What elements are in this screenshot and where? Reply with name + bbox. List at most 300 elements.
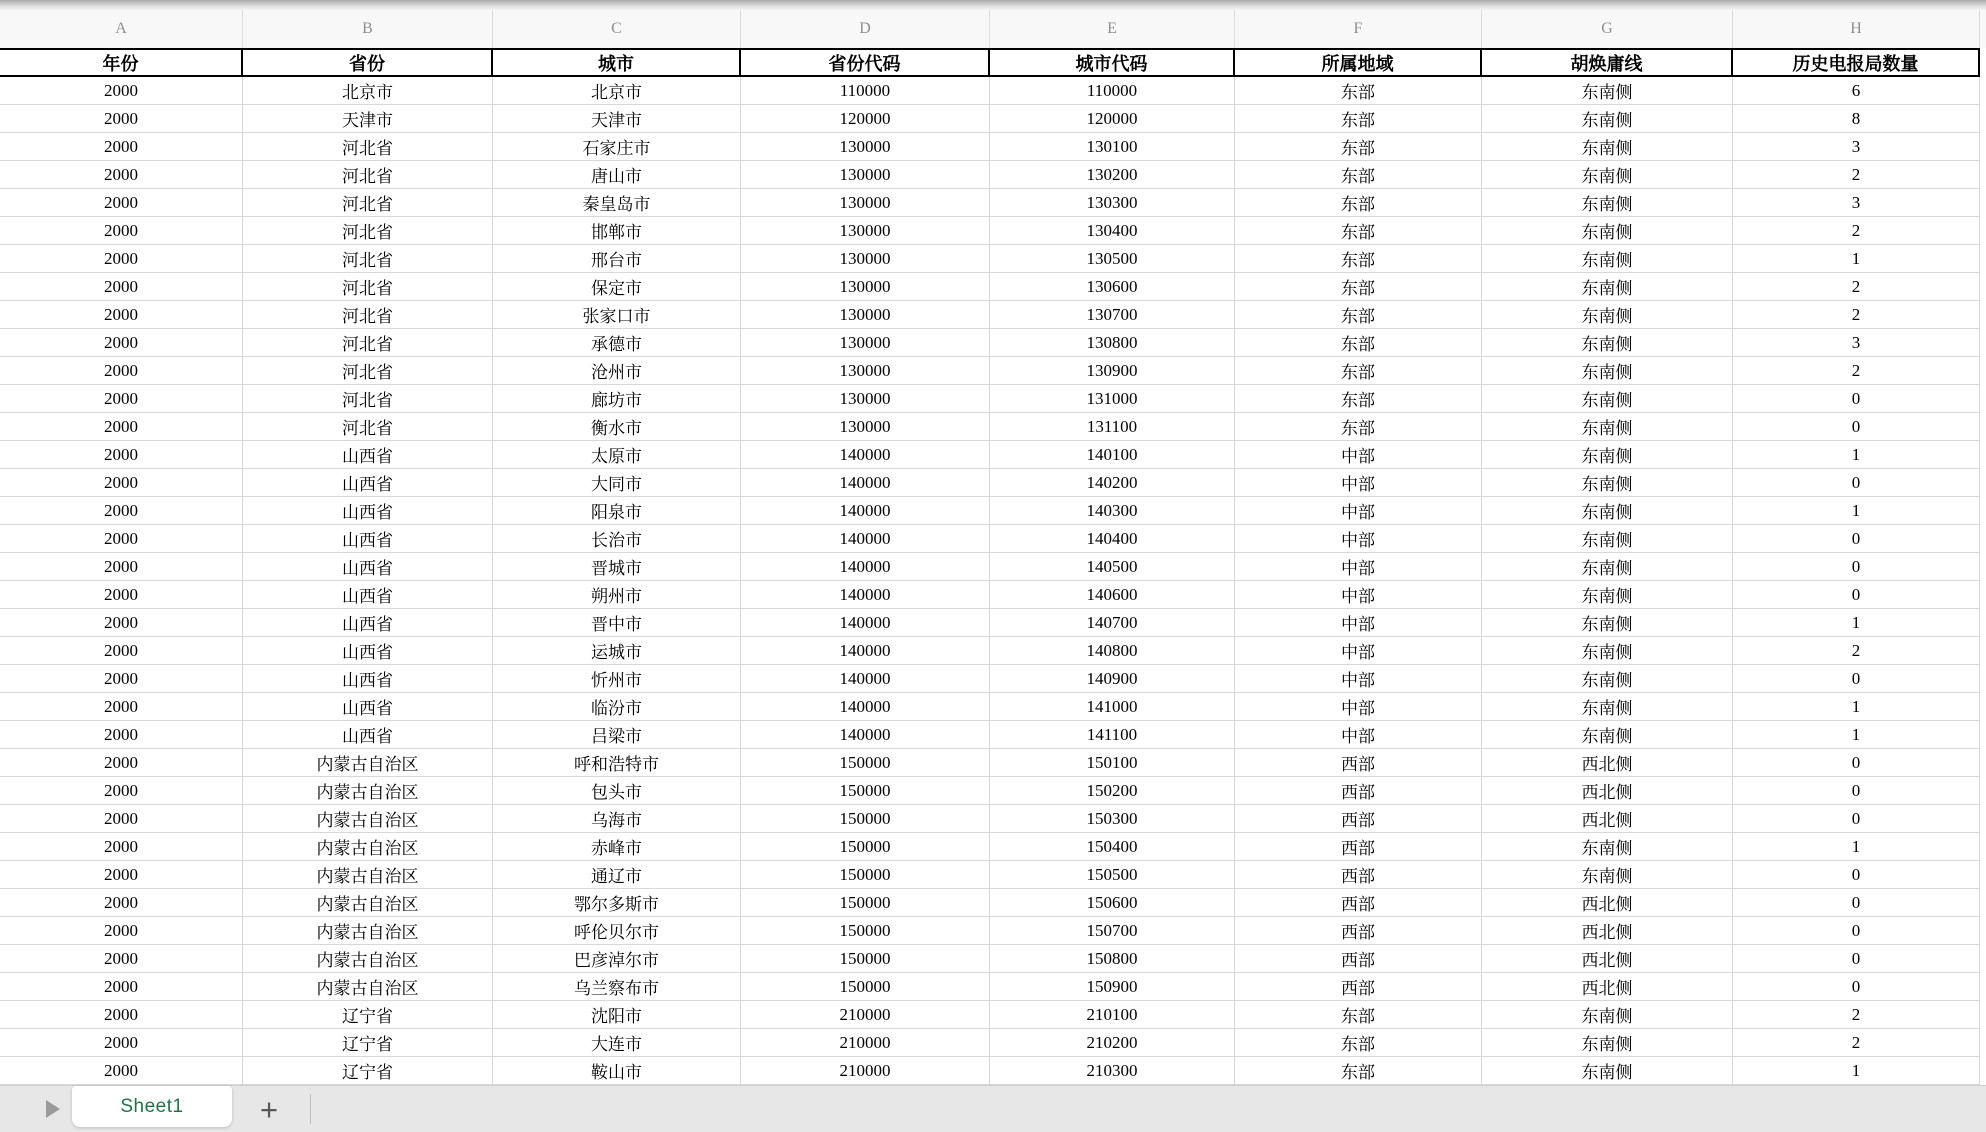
cell[interactable]: 3 — [1733, 189, 1980, 217]
cell[interactable]: 西北侧 — [1482, 805, 1733, 833]
cell[interactable]: 乌海市 — [493, 805, 741, 833]
cell[interactable]: 东部 — [1235, 273, 1482, 301]
cell[interactable]: 河北省 — [243, 357, 493, 385]
header-cell[interactable]: 所属地域 — [1235, 50, 1482, 76]
cell[interactable]: 140000 — [741, 693, 990, 721]
cell[interactable]: 2 — [1733, 161, 1980, 189]
cell[interactable]: 0 — [1733, 749, 1980, 777]
cell[interactable]: 210000 — [741, 1001, 990, 1029]
cell[interactable]: 东南侧 — [1482, 1029, 1733, 1057]
cell[interactable]: 东南侧 — [1482, 637, 1733, 665]
cell[interactable]: 2000 — [0, 217, 243, 245]
cell[interactable]: 130000 — [741, 189, 990, 217]
cell[interactable]: 东南侧 — [1482, 273, 1733, 301]
cell[interactable]: 150000 — [741, 917, 990, 945]
cell[interactable]: 河北省 — [243, 217, 493, 245]
cell[interactable]: 2000 — [0, 105, 243, 133]
cell[interactable]: 西部 — [1235, 805, 1482, 833]
cell[interactable]: 130000 — [741, 301, 990, 329]
cell[interactable]: 130700 — [990, 301, 1235, 329]
cell[interactable]: 1 — [1733, 693, 1980, 721]
cell[interactable]: 130000 — [741, 217, 990, 245]
cell[interactable]: 内蒙古自治区 — [243, 861, 493, 889]
cell[interactable]: 东部 — [1235, 77, 1482, 105]
cell[interactable]: 东南侧 — [1482, 357, 1733, 385]
cell[interactable]: 邢台市 — [493, 245, 741, 273]
cell[interactable]: 130900 — [990, 357, 1235, 385]
column-header-d[interactable]: D — [741, 10, 990, 48]
cell[interactable]: 1 — [1733, 245, 1980, 273]
cell[interactable]: 140500 — [990, 553, 1235, 581]
cell[interactable]: 150000 — [741, 861, 990, 889]
cell[interactable]: 150000 — [741, 945, 990, 973]
cell[interactable]: 河北省 — [243, 245, 493, 273]
cell[interactable]: 110000 — [741, 77, 990, 105]
cell[interactable]: 140000 — [741, 721, 990, 749]
cell[interactable]: 晋中市 — [493, 609, 741, 637]
cell[interactable]: 内蒙古自治区 — [243, 833, 493, 861]
cell[interactable]: 通辽市 — [493, 861, 741, 889]
cell[interactable]: 晋城市 — [493, 553, 741, 581]
cell[interactable]: 河北省 — [243, 273, 493, 301]
cell[interactable]: 0 — [1733, 385, 1980, 413]
cell[interactable]: 西北侧 — [1482, 973, 1733, 1001]
cell[interactable]: 中部 — [1235, 665, 1482, 693]
cell[interactable]: 东部 — [1235, 357, 1482, 385]
cell[interactable]: 山西省 — [243, 665, 493, 693]
cell[interactable]: 2000 — [0, 245, 243, 273]
cell[interactable]: 邯郸市 — [493, 217, 741, 245]
cell[interactable]: 210300 — [990, 1057, 1235, 1085]
cell[interactable]: 2000 — [0, 273, 243, 301]
cell[interactable]: 150000 — [741, 777, 990, 805]
cell[interactable]: 长治市 — [493, 525, 741, 553]
cell[interactable]: 吕梁市 — [493, 721, 741, 749]
cell[interactable]: 西部 — [1235, 945, 1482, 973]
cell[interactable]: 廊坊市 — [493, 385, 741, 413]
cell[interactable]: 0 — [1733, 973, 1980, 1001]
cell[interactable]: 150300 — [990, 805, 1235, 833]
cell[interactable]: 河北省 — [243, 385, 493, 413]
cell[interactable]: 120000 — [741, 105, 990, 133]
cell[interactable]: 130000 — [741, 413, 990, 441]
cell[interactable]: 130000 — [741, 385, 990, 413]
cell[interactable]: 2000 — [0, 973, 243, 1001]
cell[interactable]: 河北省 — [243, 161, 493, 189]
cell[interactable]: 东南侧 — [1482, 77, 1733, 105]
cell[interactable]: 140000 — [741, 609, 990, 637]
cell[interactable]: 内蒙古自治区 — [243, 749, 493, 777]
cell[interactable]: 2000 — [0, 721, 243, 749]
cell[interactable]: 130000 — [741, 273, 990, 301]
cell[interactable]: 130000 — [741, 329, 990, 357]
cell[interactable]: 1 — [1733, 497, 1980, 525]
cell[interactable]: 150200 — [990, 777, 1235, 805]
cell[interactable]: 山西省 — [243, 525, 493, 553]
cell[interactable]: 保定市 — [493, 273, 741, 301]
cell[interactable]: 大同市 — [493, 469, 741, 497]
cell[interactable]: 沧州市 — [493, 357, 741, 385]
cell[interactable]: 西北侧 — [1482, 945, 1733, 973]
cell[interactable]: 150000 — [741, 833, 990, 861]
cell[interactable]: 2000 — [0, 189, 243, 217]
cell[interactable]: 0 — [1733, 777, 1980, 805]
cell[interactable]: 130500 — [990, 245, 1235, 273]
cell[interactable]: 2000 — [0, 357, 243, 385]
cell[interactable]: 河北省 — [243, 329, 493, 357]
cell[interactable]: 2000 — [0, 1029, 243, 1057]
cell[interactable]: 0 — [1733, 525, 1980, 553]
cell[interactable]: 0 — [1733, 469, 1980, 497]
cell[interactable]: 130100 — [990, 133, 1235, 161]
cell[interactable]: 6 — [1733, 77, 1980, 105]
cell[interactable]: 150500 — [990, 861, 1235, 889]
cell[interactable]: 140800 — [990, 637, 1235, 665]
cell[interactable]: 0 — [1733, 805, 1980, 833]
cell[interactable]: 150000 — [741, 749, 990, 777]
add-sheet-button[interactable]: + — [259, 1091, 279, 1127]
cell[interactable]: 内蒙古自治区 — [243, 805, 493, 833]
cell[interactable]: 东南侧 — [1482, 105, 1733, 133]
column-header-f[interactable]: F — [1235, 10, 1482, 48]
cell[interactable]: 中部 — [1235, 609, 1482, 637]
cell[interactable]: 140600 — [990, 581, 1235, 609]
cell[interactable]: 0 — [1733, 889, 1980, 917]
cell[interactable]: 150400 — [990, 833, 1235, 861]
cell[interactable]: 130300 — [990, 189, 1235, 217]
cell[interactable]: 2000 — [0, 917, 243, 945]
cell[interactable]: 东部 — [1235, 245, 1482, 273]
column-header-e[interactable]: E — [990, 10, 1235, 48]
cell[interactable]: 东南侧 — [1482, 833, 1733, 861]
cell[interactable]: 130200 — [990, 161, 1235, 189]
cell[interactable]: 临汾市 — [493, 693, 741, 721]
cell[interactable]: 东南侧 — [1482, 693, 1733, 721]
cell[interactable]: 2000 — [0, 469, 243, 497]
cell[interactable]: 0 — [1733, 917, 1980, 945]
cell[interactable]: 赤峰市 — [493, 833, 741, 861]
cell[interactable]: 东部 — [1235, 105, 1482, 133]
cell[interactable]: 东南侧 — [1482, 469, 1733, 497]
cell[interactable]: 辽宁省 — [243, 1001, 493, 1029]
cell[interactable]: 大连市 — [493, 1029, 741, 1057]
cell[interactable]: 西北侧 — [1482, 889, 1733, 917]
cell[interactable]: 2000 — [0, 301, 243, 329]
cell[interactable]: 天津市 — [243, 105, 493, 133]
cell[interactable]: 山西省 — [243, 581, 493, 609]
cell[interactable]: 2000 — [0, 777, 243, 805]
cell[interactable]: 141100 — [990, 721, 1235, 749]
cell[interactable]: 2 — [1733, 273, 1980, 301]
cell[interactable]: 中部 — [1235, 441, 1482, 469]
cell[interactable]: 中部 — [1235, 525, 1482, 553]
cell[interactable]: 2000 — [0, 609, 243, 637]
cell[interactable]: 130000 — [741, 357, 990, 385]
sheet-tab[interactable] — [72, 1086, 232, 1127]
cell[interactable]: 2000 — [0, 665, 243, 693]
cell[interactable]: 天津市 — [493, 105, 741, 133]
cell[interactable]: 150700 — [990, 917, 1235, 945]
cell[interactable]: 150600 — [990, 889, 1235, 917]
cell[interactable]: 2000 — [0, 161, 243, 189]
cell[interactable]: 东南侧 — [1482, 133, 1733, 161]
column-header-b[interactable]: B — [243, 10, 493, 48]
cell[interactable]: 鄂尔多斯市 — [493, 889, 741, 917]
cell[interactable]: 1 — [1733, 441, 1980, 469]
cell[interactable]: 2000 — [0, 749, 243, 777]
cell[interactable]: 2000 — [0, 581, 243, 609]
cell[interactable]: 东南侧 — [1482, 301, 1733, 329]
cell[interactable]: 140000 — [741, 525, 990, 553]
cell[interactable]: 2000 — [0, 1057, 243, 1085]
cell[interactable]: 3 — [1733, 133, 1980, 161]
cell[interactable]: 130000 — [741, 245, 990, 273]
cell[interactable]: 东南侧 — [1482, 1057, 1733, 1085]
cell[interactable]: 沈阳市 — [493, 1001, 741, 1029]
cell[interactable]: 西部 — [1235, 833, 1482, 861]
cell[interactable]: 唐山市 — [493, 161, 741, 189]
cell[interactable]: 2000 — [0, 133, 243, 161]
cell[interactable]: 中部 — [1235, 637, 1482, 665]
cell[interactable]: 呼和浩特市 — [493, 749, 741, 777]
cell[interactable]: 山西省 — [243, 721, 493, 749]
cell[interactable]: 131100 — [990, 413, 1235, 441]
cell[interactable]: 2 — [1733, 1029, 1980, 1057]
cell[interactable]: 内蒙古自治区 — [243, 777, 493, 805]
cell[interactable]: 朔州市 — [493, 581, 741, 609]
cell[interactable]: 8 — [1733, 105, 1980, 133]
cell[interactable]: 东南侧 — [1482, 497, 1733, 525]
header-cell[interactable]: 省份 — [243, 50, 493, 76]
cell[interactable]: 辽宁省 — [243, 1029, 493, 1057]
cell[interactable]: 2 — [1733, 301, 1980, 329]
cell[interactable]: 130400 — [990, 217, 1235, 245]
cell[interactable]: 忻州市 — [493, 665, 741, 693]
cell[interactable]: 0 — [1733, 413, 1980, 441]
cell[interactable]: 210000 — [741, 1057, 990, 1085]
cell[interactable]: 西北侧 — [1482, 777, 1733, 805]
cell[interactable]: 东南侧 — [1482, 581, 1733, 609]
cell[interactable]: 2000 — [0, 385, 243, 413]
cell[interactable]: 衡水市 — [493, 413, 741, 441]
cell[interactable]: 3 — [1733, 329, 1980, 357]
cell[interactable]: 东部 — [1235, 133, 1482, 161]
cell[interactable]: 2 — [1733, 357, 1980, 385]
cell[interactable]: 西部 — [1235, 861, 1482, 889]
cell[interactable]: 中部 — [1235, 497, 1482, 525]
cell[interactable]: 鞍山市 — [493, 1057, 741, 1085]
header-cell[interactable]: 历史电报局数量 — [1733, 50, 1980, 76]
cell[interactable]: 东南侧 — [1482, 525, 1733, 553]
cell[interactable]: 2000 — [0, 497, 243, 525]
cell[interactable]: 2 — [1733, 1001, 1980, 1029]
cell[interactable]: 130600 — [990, 273, 1235, 301]
cell[interactable]: 山西省 — [243, 637, 493, 665]
cell[interactable]: 东部 — [1235, 189, 1482, 217]
cell[interactable]: 内蒙古自治区 — [243, 889, 493, 917]
cell[interactable]: 140000 — [741, 469, 990, 497]
cell[interactable]: 太原市 — [493, 441, 741, 469]
cell[interactable]: 120000 — [990, 105, 1235, 133]
cell[interactable]: 乌兰察布市 — [493, 973, 741, 1001]
cell[interactable]: 2000 — [0, 77, 243, 105]
cell[interactable]: 阳泉市 — [493, 497, 741, 525]
cell[interactable]: 2000 — [0, 805, 243, 833]
cell[interactable]: 石家庄市 — [493, 133, 741, 161]
cell[interactable]: 河北省 — [243, 133, 493, 161]
cell[interactable]: 中部 — [1235, 553, 1482, 581]
cell[interactable]: 内蒙古自治区 — [243, 917, 493, 945]
cell[interactable]: 150000 — [741, 973, 990, 1001]
cell[interactable]: 巴彦淖尔市 — [493, 945, 741, 973]
cell[interactable]: 210100 — [990, 1001, 1235, 1029]
cell[interactable]: 140300 — [990, 497, 1235, 525]
cell[interactable]: 东南侧 — [1482, 609, 1733, 637]
cell[interactable]: 140100 — [990, 441, 1235, 469]
cell[interactable]: 东部 — [1235, 329, 1482, 357]
cell[interactable]: 山西省 — [243, 553, 493, 581]
cell[interactable]: 0 — [1733, 553, 1980, 581]
cell[interactable]: 东南侧 — [1482, 861, 1733, 889]
cell[interactable]: 河北省 — [243, 413, 493, 441]
cell[interactable]: 2000 — [0, 889, 243, 917]
cell[interactable]: 东南侧 — [1482, 217, 1733, 245]
cell[interactable]: 中部 — [1235, 581, 1482, 609]
cell[interactable]: 130800 — [990, 329, 1235, 357]
cell[interactable]: 山西省 — [243, 609, 493, 637]
cell[interactable]: 140000 — [741, 665, 990, 693]
cell[interactable]: 东南侧 — [1482, 189, 1733, 217]
cell[interactable]: 东部 — [1235, 217, 1482, 245]
cell[interactable]: 东南侧 — [1482, 441, 1733, 469]
cell[interactable]: 2 — [1733, 217, 1980, 245]
cell[interactable]: 2000 — [0, 833, 243, 861]
cell[interactable]: 2000 — [0, 861, 243, 889]
cell[interactable]: 西北侧 — [1482, 917, 1733, 945]
cell[interactable]: 东南侧 — [1482, 385, 1733, 413]
cell[interactable]: 张家口市 — [493, 301, 741, 329]
header-cell[interactable]: 城市 — [493, 50, 741, 76]
cell[interactable]: 150800 — [990, 945, 1235, 973]
cell[interactable]: 西部 — [1235, 973, 1482, 1001]
cell[interactable]: 140400 — [990, 525, 1235, 553]
cell[interactable]: 130000 — [741, 133, 990, 161]
cell[interactable]: 河北省 — [243, 189, 493, 217]
cell[interactable]: 东南侧 — [1482, 161, 1733, 189]
cell[interactable]: 中部 — [1235, 469, 1482, 497]
cell[interactable]: 包头市 — [493, 777, 741, 805]
cell[interactable]: 山西省 — [243, 497, 493, 525]
cell[interactable]: 河北省 — [243, 301, 493, 329]
cell[interactable]: 0 — [1733, 581, 1980, 609]
cell[interactable]: 2000 — [0, 1001, 243, 1029]
sheet-nav-arrow-icon[interactable] — [46, 1100, 60, 1118]
cell[interactable]: 2000 — [0, 553, 243, 581]
cell[interactable]: 东南侧 — [1482, 329, 1733, 357]
cell[interactable]: 0 — [1733, 861, 1980, 889]
cell[interactable]: 承德市 — [493, 329, 741, 357]
cell[interactable]: 呼伦贝尔市 — [493, 917, 741, 945]
header-cell[interactable]: 胡焕庸线 — [1482, 50, 1733, 76]
cell[interactable]: 运城市 — [493, 637, 741, 665]
cell[interactable]: 1 — [1733, 1057, 1980, 1085]
cell[interactable]: 山西省 — [243, 441, 493, 469]
cell[interactable]: 140200 — [990, 469, 1235, 497]
cell[interactable]: 1 — [1733, 833, 1980, 861]
cell[interactable]: 东部 — [1235, 301, 1482, 329]
cell[interactable]: 东部 — [1235, 1001, 1482, 1029]
cell[interactable]: 2000 — [0, 945, 243, 973]
cell[interactable]: 内蒙古自治区 — [243, 973, 493, 1001]
header-cell[interactable]: 城市代码 — [990, 50, 1235, 76]
cell[interactable]: 140000 — [741, 637, 990, 665]
cell[interactable]: 110000 — [990, 77, 1235, 105]
column-header-h[interactable]: H — [1733, 10, 1980, 48]
cell[interactable]: 东南侧 — [1482, 245, 1733, 273]
column-header-g[interactable]: G — [1482, 10, 1733, 48]
cell[interactable]: 0 — [1733, 945, 1980, 973]
cell[interactable]: 东南侧 — [1482, 553, 1733, 581]
column-header-c[interactable]: C — [493, 10, 741, 48]
cell[interactable]: 东部 — [1235, 161, 1482, 189]
cell[interactable]: 150900 — [990, 973, 1235, 1001]
cell[interactable]: 140700 — [990, 609, 1235, 637]
cell[interactable]: 2000 — [0, 637, 243, 665]
cell[interactable]: 西部 — [1235, 749, 1482, 777]
cell[interactable]: 131000 — [990, 385, 1235, 413]
cell[interactable]: 西部 — [1235, 917, 1482, 945]
column-header-a[interactable]: A — [0, 10, 243, 48]
cell[interactable]: 西北侧 — [1482, 749, 1733, 777]
cell[interactable]: 西部 — [1235, 777, 1482, 805]
cell[interactable]: 140000 — [741, 553, 990, 581]
cell[interactable]: 1 — [1733, 721, 1980, 749]
header-cell[interactable]: 省份代码 — [741, 50, 990, 76]
cell[interactable]: 150000 — [741, 805, 990, 833]
cell[interactable]: 秦皇岛市 — [493, 189, 741, 217]
cell[interactable]: 140000 — [741, 581, 990, 609]
cell[interactable]: 150000 — [741, 889, 990, 917]
cell[interactable]: 141000 — [990, 693, 1235, 721]
cell[interactable]: 东南侧 — [1482, 413, 1733, 441]
cell[interactable]: 东部 — [1235, 1057, 1482, 1085]
cell[interactable]: 东南侧 — [1482, 1001, 1733, 1029]
cell[interactable]: 0 — [1733, 665, 1980, 693]
cell[interactable]: 东南侧 — [1482, 665, 1733, 693]
cell[interactable]: 西部 — [1235, 889, 1482, 917]
cell[interactable]: 中部 — [1235, 693, 1482, 721]
cell[interactable]: 2000 — [0, 413, 243, 441]
cell[interactable]: 中部 — [1235, 721, 1482, 749]
cell[interactable]: 130000 — [741, 161, 990, 189]
cell[interactable]: 东南侧 — [1482, 721, 1733, 749]
cell[interactable]: 2000 — [0, 693, 243, 721]
cell[interactable]: 140000 — [741, 441, 990, 469]
cell[interactable]: 2000 — [0, 441, 243, 469]
cell[interactable]: 辽宁省 — [243, 1057, 493, 1085]
cell[interactable]: 山西省 — [243, 693, 493, 721]
cell[interactable]: 东部 — [1235, 413, 1482, 441]
header-cell[interactable]: 年份 — [0, 50, 243, 76]
cell[interactable]: 1 — [1733, 609, 1980, 637]
cell[interactable]: 210200 — [990, 1029, 1235, 1057]
cell[interactable]: 140900 — [990, 665, 1235, 693]
cell[interactable]: 140000 — [741, 497, 990, 525]
cell[interactable]: 东部 — [1235, 385, 1482, 413]
cell[interactable]: 2000 — [0, 329, 243, 357]
cell[interactable]: 山西省 — [243, 469, 493, 497]
cell[interactable]: 北京市 — [243, 77, 493, 105]
